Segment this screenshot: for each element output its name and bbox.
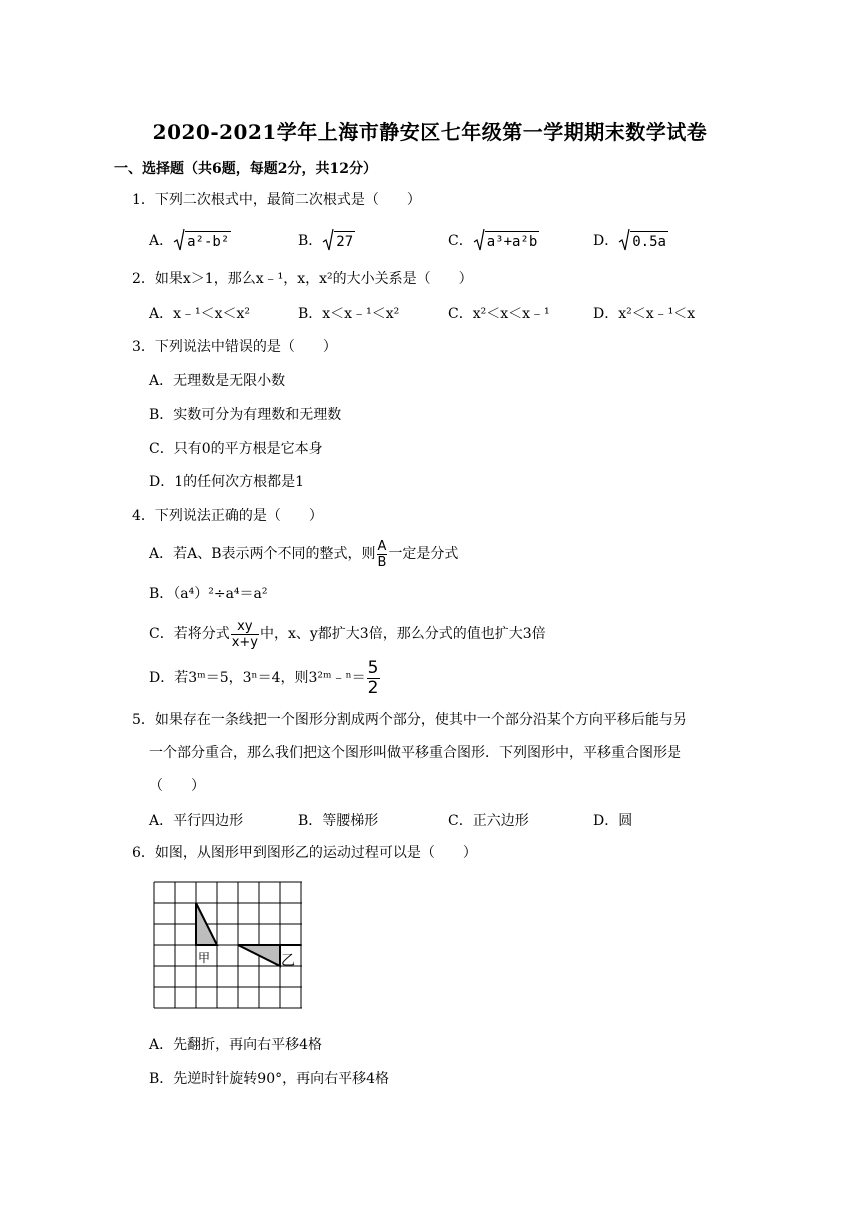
q1-option-d: D． 0.5a [593,228,668,252]
question-5-options [149,808,749,832]
q5-option-d: D．圆 [593,813,633,829]
question-3-stem: 3．下列说法中错误的是（ ） [132,339,337,355]
q2-option-a: A．x﹣¹＜x＜x² [149,306,251,322]
q4-fraction-five-halves: $\frac{5}{2}$ [367,657,379,698]
q3-option-c: C．只有0的平方根是它本身 [149,441,323,457]
q1-option-b: B． 27 [298,228,355,252]
q4-option-c: C．若将分式 $\frac{xy}{x+y}$ 中，x、y都扩大3倍，那么分式的值也扩大3倍 [149,618,546,650]
q4-fraction-xy: $\frac{xy}{x+y}$ [231,618,258,650]
label-jia: 甲 [198,951,211,965]
question-5-line-1: 5．如果存在一条线把一个图形分割成两个部分，使其中一个部分沿某个方向平移后能与另 [132,712,687,728]
q1-option-a: A． a²-b² [149,228,231,252]
question-6-stem: 6．如图，从图形甲到图形乙的运动过程可以是（ ） [132,845,477,861]
label-yi: 乙 [281,953,295,969]
grid-figure-svg [153,881,303,1015]
q1-option-c: C． a³+a²b [448,228,539,252]
question-5-line-3: （ ） [149,778,205,794]
q2-option-d: D．x²＜x﹣¹＜x [593,306,696,322]
q4-option-d: D．若3ᵐ＝5，3ⁿ＝4，则3²ᵐ﹣ⁿ＝ $\frac{5}{2}$ [149,657,379,698]
question-2-stem: 2．如果x＞1，那么x﹣¹，x，x²的大小关系是（ ） [132,271,473,287]
q4-option-b: B．（a⁴）²÷a⁴＝a² [149,586,268,602]
q3-option-b: B．实数可分为有理数和无理数 [149,407,342,423]
question-1-options [149,228,749,252]
q5-option-a: A．平行四边形 [149,813,244,829]
q4-option-a: A．若A、B表示两个不同的整式，则 $\frac{A}{B}$ 一定是分式 [149,538,459,570]
section-heading: 一、选择题（共6题，每题2分，共12分） [114,161,377,177]
q1-radical-d: 0.5a [618,228,668,252]
page-title: 2020-2021学年上海市静安区七年级第一学期期末数学试卷 [152,120,708,144]
q1-radical-b: 27 [322,228,355,252]
q3-option-d: D．1的任何次方根都是1 [149,474,305,490]
grid-figure [153,881,303,1019]
q6-option-b: B．先逆时针旋转90°，再向右平移4格 [149,1071,390,1087]
q2-option-c: C．x²＜x＜x﹣¹ [448,306,550,322]
q5-option-b: B．等腰梯形 [298,813,379,829]
q4-fraction-a-over-b: $\frac{A}{B}$ [377,538,387,570]
q5-option-c: C．正六边形 [448,813,529,829]
q2-option-b: B．x＜x﹣¹＜x² [298,306,400,322]
question-1-stem: 1．下列二次根式中，最简二次根式是（ ） [132,192,421,208]
question-5-line-2: 一个部分重合，那么我们把这个图形叫做平移重合图形．下列图形中，平移重合图形是 [149,745,681,761]
question-4-stem: 4．下列说法正确的是（ ） [132,508,323,524]
q6-option-a: A．先翻折，再向右平移4格 [149,1037,323,1053]
q1-radical-c: a³+a²b [473,228,540,252]
q3-option-a: A．无理数是无限小数 [149,373,286,389]
q1-radical-a: a²-b² [173,228,231,252]
question-2-options [149,301,749,325]
